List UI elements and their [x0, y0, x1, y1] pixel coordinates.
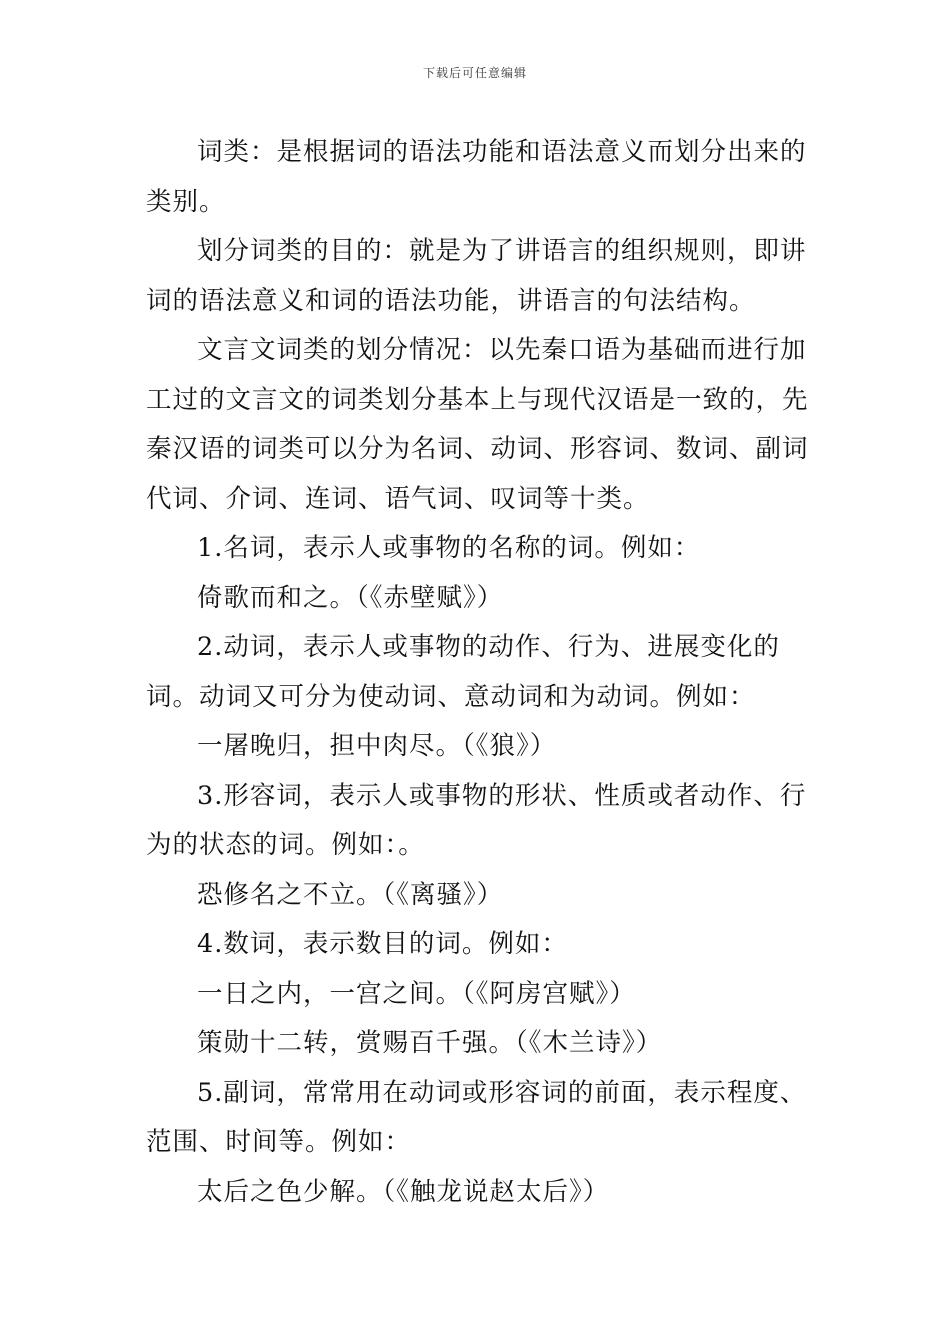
page-header: 下载后可任意编辑 — [422, 66, 527, 80]
document-body — [146, 128, 826, 1217]
paragraph-word-class-definition: 词类：是根据词的语法功能和语法意义而划分出来的类别。 — [146, 137, 807, 217]
paragraph-noun-heading: 1.名词，表示人或事物的名称的词。例如： — [197, 533, 701, 563]
paragraph-verb-heading: 2.动词，表示人或事物的动作、行为、进展变化的词。动词又可分为使动词、意动词和为动词。例如： — [146, 632, 780, 712]
paragraph-numeral-example-2: 策勋十二转，赏赐百千强。（《木兰诗》） — [197, 1028, 663, 1058]
paragraph-numeral-example-1: 一日之内，一宫之间。（《阿房宫赋》） — [197, 978, 636, 1009]
paragraph-noun-example: 倚歌而和之。（《赤壁赋》） — [197, 582, 504, 613]
paragraph-classification-purpose: 划分词类的目的：就是为了讲语言的组织规则，即讲词的语法意义和词的语法功能，讲语言的句法结构。 — [146, 236, 807, 316]
paragraph-adverb-heading: 5.副词，常常用在动词或形容词的前面，表示程度、范围、时间等。例如： — [146, 1077, 807, 1157]
paragraph-numeral-heading: 4.数词，表示数目的词。例如： — [197, 929, 568, 959]
paragraph-adjective-example: 恐修名之不立。（《离骚》） — [197, 879, 504, 910]
paragraph-verb-example: 一屠晚归，担中肉尽。（《狼》） — [197, 731, 557, 761]
paragraph-adverb-example: 太后之色少解。（《触龙说赵太后》） — [197, 1176, 610, 1207]
paragraph-adjective-heading: 3.形容词，表示人或事物的形状、性质或者动作、行为的状态的词。例如：。 — [146, 780, 807, 860]
paragraph-classical-chinese-classes: 文言文词类的划分情况：以先秦口语为基础而进行加工过的文言文的词类划分基本上与现代汉语是一致的，先秦汉语的词类可以分为名词、动词、形容词、数词、副词代词、介词、连词、语气词、叹词等十类。 — [146, 335, 809, 514]
